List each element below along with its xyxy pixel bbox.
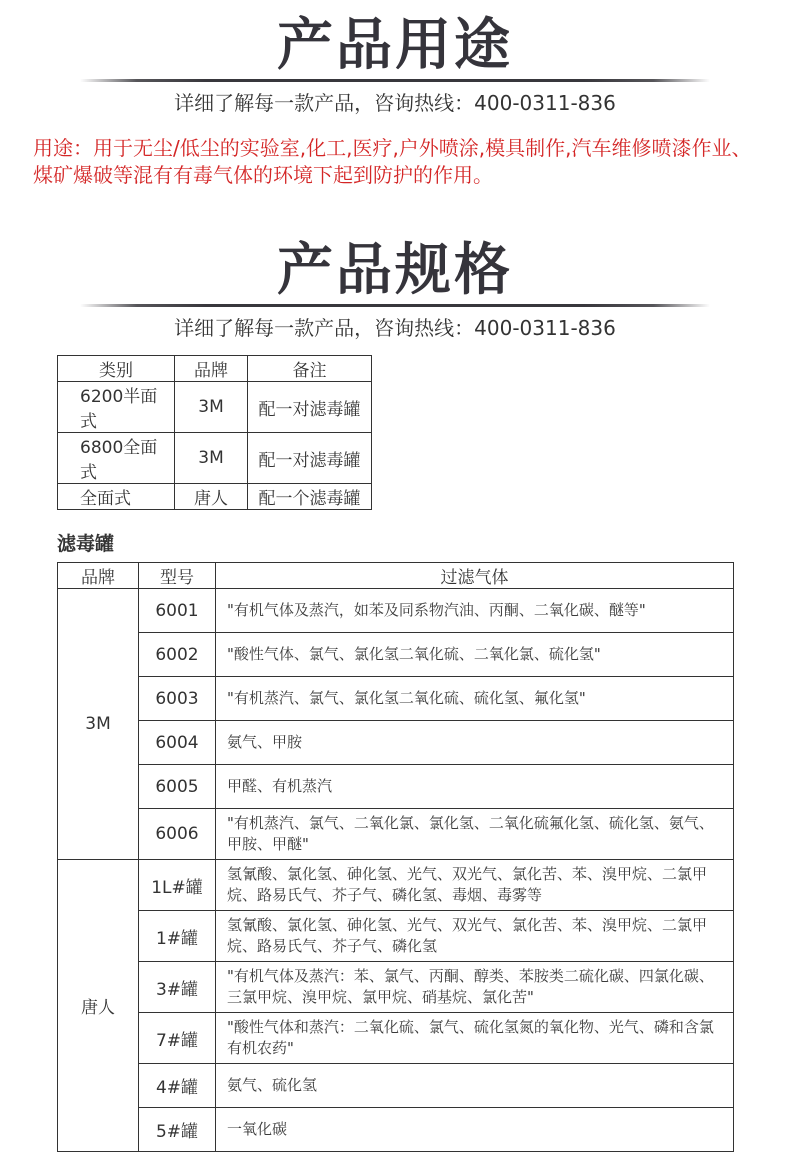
filtered-gases-cell: 一氧化碳	[216, 1108, 734, 1152]
filtered-gases-cell: "酸性气体和蒸汽：二氧化硫、氯气、硫化氢氮的氧化物、光气、磷和含氯有机农药"	[216, 1013, 734, 1064]
canister-table-row	[58, 911, 734, 962]
filtered-gases-cell: 氢氰酸、氯化氢、砷化氢、光气、双光气、氯化苦、苯、溴甲烷、二氯甲烷、路易氏气、芥子气、磷化氢	[216, 911, 734, 962]
model-cell: 6001	[139, 589, 216, 633]
mask-table-cell: 配一对滤毒罐	[248, 382, 372, 433]
model-cell: 4#罐	[139, 1064, 216, 1108]
filtered-gases-cell: 氨气、甲胺	[216, 721, 734, 765]
mask-table-cell: 配一对滤毒罐	[248, 433, 372, 484]
spec-section-title: 产品规格	[277, 238, 513, 303]
spec-hotline-text: 详细了解每一款产品，咨询热线：400-0311-836	[174, 316, 616, 340]
model-cell: 1L#罐	[139, 860, 216, 911]
canister-table-row	[58, 721, 734, 765]
filtered-gases-cell: "有机蒸汽、氯气、二氧化氯、氯化氢、二氧化硫氟化氢、硫化氢、氨气、甲胺、甲醚"	[216, 809, 734, 860]
filtered-gases-cell: "有机气体及蒸汽：苯、氯气、丙酮、醇类、苯胺类二硫化碳、四氯化碳、三氯甲烷、溴甲烷、氯甲烷、硝基烷、氯化苦"	[216, 962, 734, 1013]
filtered-gases-cell: 氨气、硫化氢	[216, 1064, 734, 1108]
model-cell: 6004	[139, 721, 216, 765]
filtered-gases-cell: 甲醛、有机蒸汽	[216, 765, 734, 809]
canister-table-header-row	[58, 563, 734, 589]
usage-section-header	[0, 0, 790, 115]
usage-hotline-text: 详细了解每一款产品，咨询热线：400-0311-836	[174, 91, 616, 115]
mask-table-cell: 配一个滤毒罐	[248, 484, 372, 510]
brand-cell: 唐人	[58, 860, 139, 1152]
canister-table-row	[58, 1013, 734, 1064]
usage-description: 用途：用于无尘/低尘的实验室,化工,医疗,户外喷涂,模具制作,汽车维修喷漆作业、煤矿爆破等混有有毒气体的环境下起到防护的作用。	[33, 136, 752, 187]
canister-table-row	[58, 1064, 734, 1108]
canister-table-row	[58, 860, 734, 911]
mask-table-cell: 3M	[175, 382, 248, 433]
mask-table-header-row	[58, 356, 372, 382]
mask-spec-table	[57, 355, 372, 510]
model-cell: 1#罐	[139, 911, 216, 962]
canister-table-header-cell: 型号	[139, 563, 216, 589]
canister-table-header-cell: 过滤气体	[216, 563, 734, 589]
canister-table-row	[58, 633, 734, 677]
spec-title-divider-line	[80, 304, 710, 307]
usage-title-divider-line	[80, 79, 710, 82]
mask-table-cell: 唐人	[175, 484, 248, 510]
mask-table-header-cell: 类别	[58, 356, 175, 382]
canister-table-row	[58, 1108, 734, 1152]
mask-table-cell: 6200半面式	[58, 382, 175, 433]
mask-table-row	[58, 433, 372, 484]
filtered-gases-cell: "有机蒸汽、氯气、氯化氢二氧化硫、硫化氢、氟化氢"	[216, 677, 734, 721]
model-cell: 3#罐	[139, 962, 216, 1013]
model-cell: 6006	[139, 809, 216, 860]
mask-table-header-cell: 备注	[248, 356, 372, 382]
canister-spec-table	[57, 562, 734, 1152]
mask-table-cell: 全面式	[58, 484, 175, 510]
canister-table-row	[58, 589, 734, 633]
mask-table-cell: 6800全面式	[58, 433, 175, 484]
canister-section-label: 滤毒罐	[57, 533, 115, 555]
mask-table-header-cell: 品牌	[175, 356, 248, 382]
canister-table-row	[58, 677, 734, 721]
model-cell: 6005	[139, 765, 216, 809]
model-cell: 6003	[139, 677, 216, 721]
model-cell: 7#罐	[139, 1013, 216, 1064]
spec-section-header	[0, 225, 790, 340]
model-cell: 5#罐	[139, 1108, 216, 1152]
filtered-gases-cell: "酸性气体、氯气、氯化氢二氧化硫、二氧化氯、硫化氢"	[216, 633, 734, 677]
mask-table-cell: 3M	[175, 433, 248, 484]
brand-cell: 3M	[58, 589, 139, 860]
canister-table-row	[58, 962, 734, 1013]
mask-table-row	[58, 484, 372, 510]
canister-table-header-cell: 品牌	[58, 563, 139, 589]
filtered-gases-cell: "有机气体及蒸汽，如苯及同系物汽油、丙酮、二氧化碳、醚等"	[216, 589, 734, 633]
canister-table-row	[58, 765, 734, 809]
model-cell: 6002	[139, 633, 216, 677]
canister-table-row	[58, 809, 734, 860]
usage-section-title: 产品用途	[277, 13, 513, 78]
mask-table-row	[58, 382, 372, 433]
filtered-gases-cell: 氢氰酸、氯化氢、砷化氢、光气、双光气、氯化苦、苯、溴甲烷、二氯甲烷、路易氏气、芥子气、磷化氢、毒烟、毒雾等	[216, 860, 734, 911]
